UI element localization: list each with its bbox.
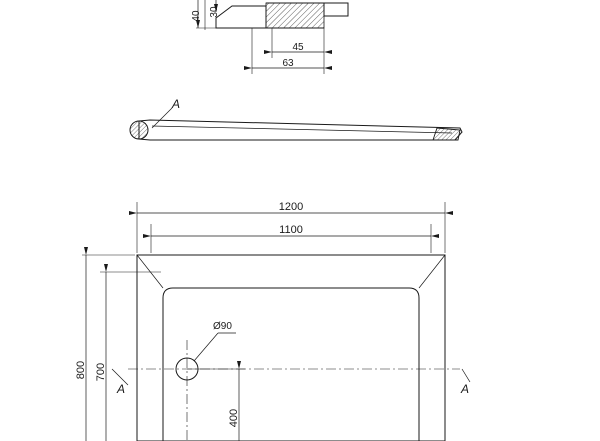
section-mark-plan-left-label: A [117,382,126,396]
side-elevation-view [130,97,462,140]
detail-dim-40: 40 [191,10,202,22]
plan-dim-700: 700 [95,362,107,382]
detail-dim-45: 45 [292,42,304,53]
plan-dim-400: 400 [228,408,240,428]
detail-dim-30: 30 [209,6,220,18]
top-plan-view [75,201,470,441]
detail-dim-63: 63 [282,58,294,69]
plan-dim-1100: 1100 [279,224,303,236]
section-mark-plan-right-label: A [461,382,470,396]
plan-dim-1200: 1200 [278,201,304,213]
plan-dim-800: 800 [75,360,87,380]
detail-section-view [191,0,348,74]
drain-diameter-label: Ø90 [213,321,232,332]
section-mark-top-label: A [172,97,181,111]
